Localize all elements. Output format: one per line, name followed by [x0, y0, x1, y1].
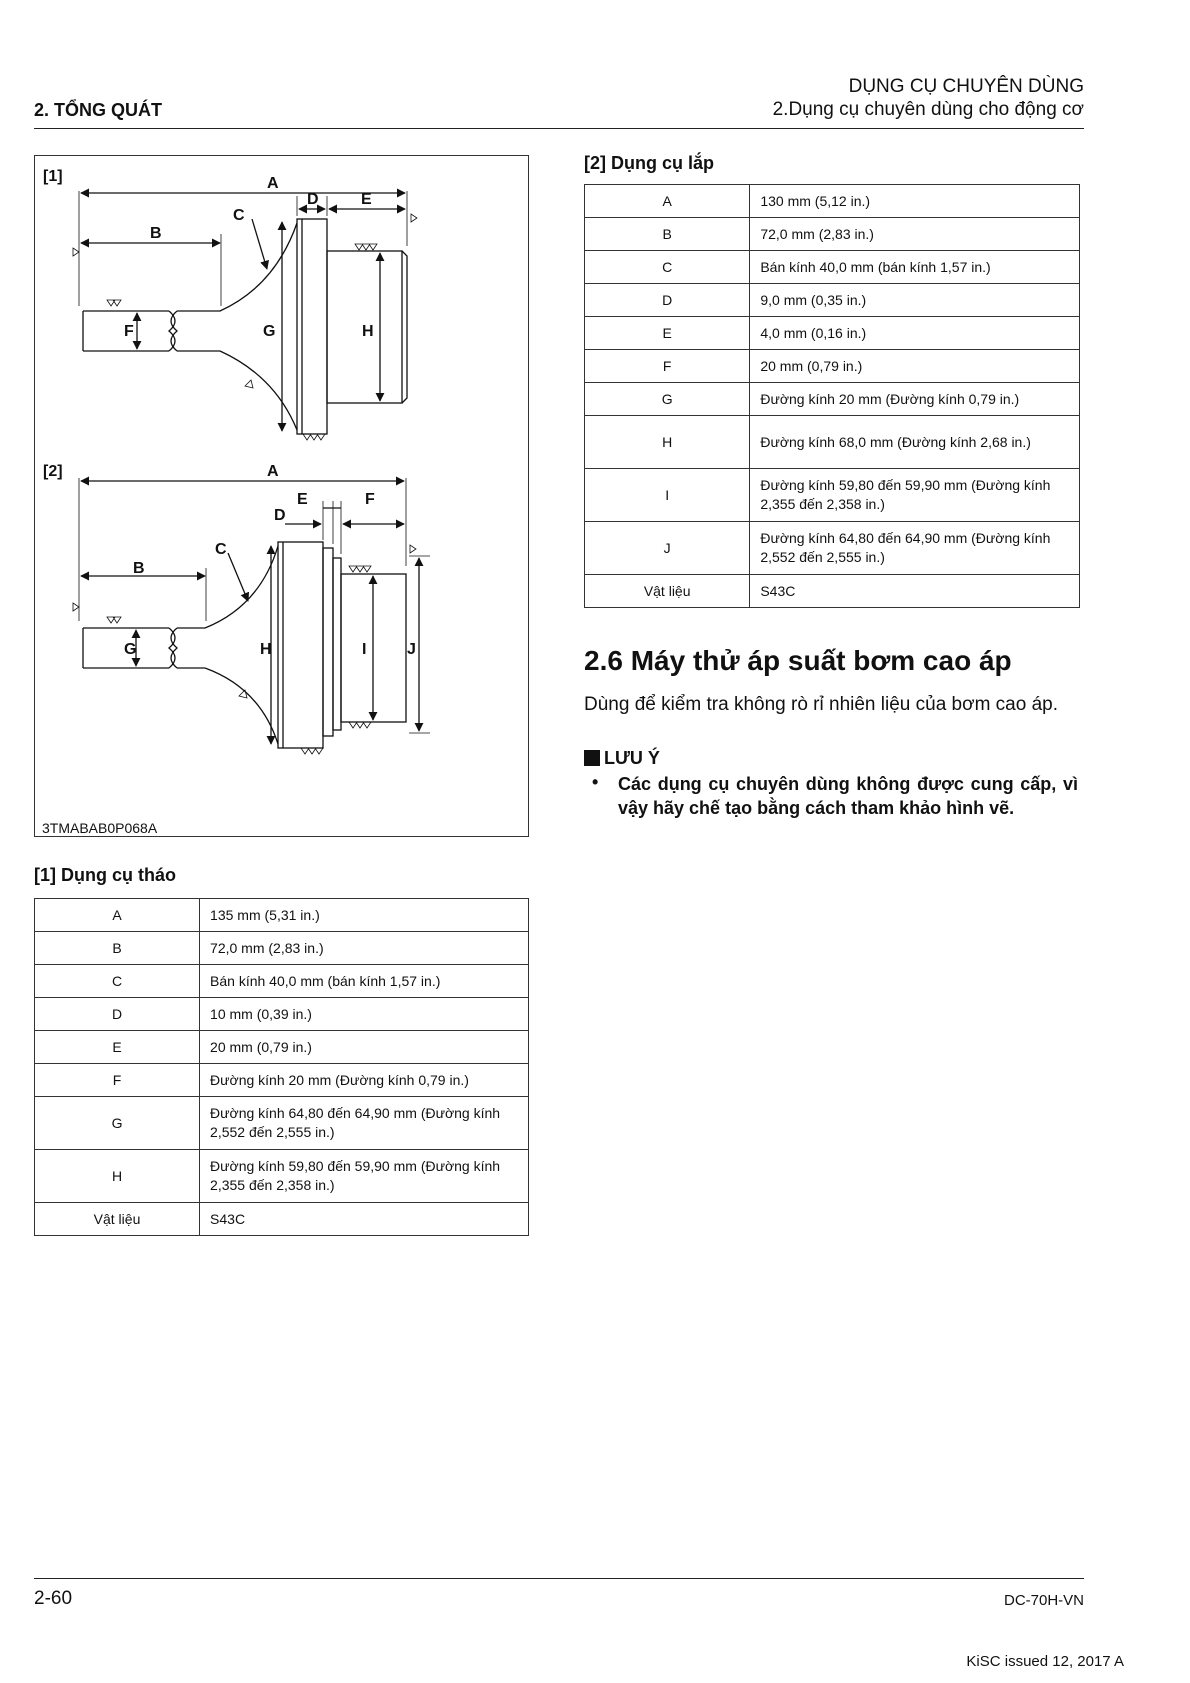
- spec-key: I: [585, 469, 750, 522]
- spec-key: Vật liệu: [35, 1203, 200, 1236]
- table-row: [35, 1150, 529, 1203]
- svg-text:I: I: [362, 641, 367, 658]
- svg-text:A: A: [267, 175, 279, 192]
- note-bullet: •: [592, 772, 599, 792]
- svg-text:J: J: [407, 641, 416, 658]
- spec-value: 9,0 mm (0,35 in.): [750, 284, 1080, 317]
- spec-key: C: [585, 251, 750, 284]
- note-heading: [584, 748, 660, 769]
- section-heading: 2. TỔNG QUÁT: [34, 100, 163, 120]
- note-heading-label: LƯU Ý: [604, 748, 660, 768]
- spec-value: 72,0 mm (2,83 in.): [200, 932, 529, 965]
- svg-text:E: E: [361, 191, 372, 208]
- spec-value: 72,0 mm (2,83 in.): [750, 218, 1080, 251]
- spec-key: H: [585, 416, 750, 469]
- svg-text:B: B: [150, 225, 162, 242]
- installation-tool-drawing: [73, 478, 430, 754]
- spec-value: Bán kính 40,0 mm (bán kính 1,57 in.): [750, 251, 1080, 284]
- table-row: [585, 522, 1080, 575]
- table-row: [35, 1064, 529, 1097]
- spec-value: Đường kính 64,80 đến 64,90 mm (Đường kính 2,552 đến 2,555 in.): [750, 522, 1080, 575]
- footer-rule: [34, 1578, 1084, 1579]
- installation-tool-table: [584, 184, 1080, 608]
- issue-note: KiSC issued 12, 2017 A: [966, 1653, 1124, 1670]
- svg-text:D: D: [307, 191, 319, 208]
- spec-value: Đường kính 20 mm (Đường kính 0,79 in.): [200, 1064, 529, 1097]
- spec-value: 20 mm (0,79 in.): [750, 350, 1080, 383]
- spec-key: D: [35, 998, 200, 1031]
- table-row: [585, 251, 1080, 284]
- svg-text:H: H: [362, 323, 374, 340]
- svg-text:[1]: [1]: [43, 168, 63, 185]
- svg-text:G: G: [263, 323, 276, 340]
- svg-text:C: C: [215, 541, 227, 558]
- spec-key: G: [585, 383, 750, 416]
- table-row: [35, 965, 529, 998]
- table-row: [35, 932, 529, 965]
- svg-text:[2]: [2]: [43, 463, 63, 480]
- table-row: [585, 575, 1080, 608]
- spec-key: J: [585, 522, 750, 575]
- spec-value: 4,0 mm (0,16 in.): [750, 317, 1080, 350]
- section-body: Dùng để kiểm tra không rò rỉ nhiên liệu của bơm cao áp.: [584, 694, 1058, 715]
- page-number: 2-60: [34, 1588, 73, 1609]
- svg-text:F: F: [124, 323, 134, 340]
- spec-value: 20 mm (0,79 in.): [200, 1031, 529, 1064]
- table-row: [35, 899, 529, 932]
- spec-key: F: [585, 350, 750, 383]
- figure-id: 3TMABAB0P068A: [42, 820, 158, 836]
- spec-key: E: [35, 1031, 200, 1064]
- section-title: 2.6 Máy thử áp suất bơm cao áp: [584, 645, 1012, 676]
- spec-key: A: [585, 185, 750, 218]
- table-row: [585, 469, 1080, 522]
- svg-text:D: D: [274, 507, 286, 524]
- header-rule: [34, 128, 1084, 129]
- spec-value: S43C: [750, 575, 1080, 608]
- table-row: [585, 350, 1080, 383]
- installation-tool-labels: [43, 463, 416, 658]
- spec-value: Đường kính 64,80 đến 64,90 mm (Đường kính 2,552 đến 2,555 in.): [200, 1097, 529, 1150]
- svg-text:C: C: [233, 207, 245, 224]
- svg-text:G: G: [124, 641, 137, 658]
- removal-tool-labels: [43, 168, 374, 340]
- spec-value: 130 mm (5,12 in.): [750, 185, 1080, 218]
- spec-value: 135 mm (5,31 in.): [200, 899, 529, 932]
- note-square-icon: [584, 750, 600, 766]
- spec-key: E: [585, 317, 750, 350]
- removal-tool-table: [34, 898, 529, 1236]
- svg-text:H: H: [260, 641, 272, 658]
- table-row: [35, 998, 529, 1031]
- table-row: [585, 284, 1080, 317]
- spec-key: A: [35, 899, 200, 932]
- spec-key: F: [35, 1064, 200, 1097]
- svg-text:A: A: [267, 463, 279, 480]
- table-row: [585, 416, 1080, 469]
- spec-key: C: [35, 965, 200, 998]
- table-row: [585, 317, 1080, 350]
- tool-drawing-figure: [34, 155, 529, 837]
- removal-tool-drawing: [73, 191, 417, 440]
- svg-text:E: E: [297, 491, 308, 508]
- spec-key: B: [35, 932, 200, 965]
- spec-key: Vật liệu: [585, 575, 750, 608]
- subchapter-title: 2.Dụng cụ chuyên dùng cho động cơ: [772, 99, 1084, 120]
- table-row: [585, 218, 1080, 251]
- table2-caption: [2] Dụng cụ lắp: [584, 153, 714, 173]
- table-row: [35, 1097, 529, 1150]
- table-row: [35, 1203, 529, 1236]
- spec-value: Đường kính 59,80 đến 59,90 mm (Đường kính 2,355 đến 2,358 in.): [200, 1150, 529, 1203]
- spec-value: 10 mm (0,39 in.): [200, 998, 529, 1031]
- spec-value: Đường kính 20 mm (Đường kính 0,79 in.): [750, 383, 1080, 416]
- spec-key: H: [35, 1150, 200, 1203]
- svg-text:B: B: [133, 560, 145, 577]
- note-text: Các dụng cụ chuyên dùng không được cung cấp, vì vậy hãy chế tạo bằng cách tham khảo hình vẽ.: [618, 774, 1078, 818]
- table-row: [35, 1031, 529, 1064]
- spec-value: Đường kính 68,0 mm (Đường kính 2,68 in.): [750, 416, 1080, 469]
- table-row: [585, 383, 1080, 416]
- chapter-title: DỤNG CỤ CHUYÊN DÙNG: [848, 76, 1084, 97]
- document-code: DC-70H-VN: [1003, 1592, 1084, 1609]
- spec-value: S43C: [200, 1203, 529, 1236]
- spec-key: D: [585, 284, 750, 317]
- spec-value: Bán kính 40,0 mm (bán kính 1,57 in.): [200, 965, 529, 998]
- spec-key: G: [35, 1097, 200, 1150]
- spec-key: B: [585, 218, 750, 251]
- svg-text:F: F: [365, 491, 375, 508]
- table1-caption: [1] Dụng cụ tháo: [34, 865, 176, 885]
- table-row: [585, 185, 1080, 218]
- spec-value: Đường kính 59,80 đến 59,90 mm (Đường kính 2,355 đến 2,358 in.): [750, 469, 1080, 522]
